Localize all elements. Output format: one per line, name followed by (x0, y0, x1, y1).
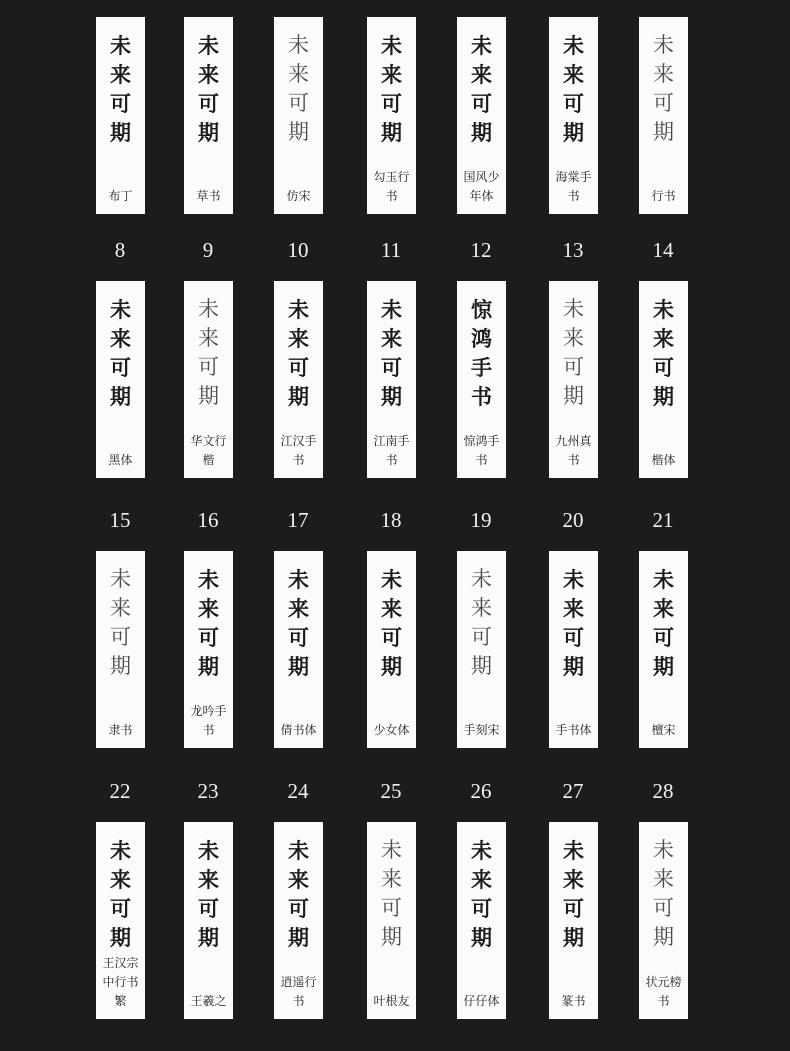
sample-character: 来 (198, 867, 219, 892)
font-sample-card (549, 551, 598, 748)
sample-character: 可 (288, 896, 309, 921)
sample-text (549, 31, 598, 147)
font-name-label: 王羲之 (190, 994, 227, 1008)
sample-character: 来 (110, 62, 131, 87)
sample-text (184, 31, 233, 147)
sample-character: 期 (198, 384, 219, 408)
sample-character: 期 (563, 925, 584, 950)
sample-character: 未 (288, 33, 309, 57)
font-sample-card (639, 822, 688, 1019)
font-sample-card (457, 281, 506, 478)
font-sample-card (639, 551, 688, 748)
sample-character: 可 (471, 896, 492, 921)
font-sample-card (549, 822, 598, 1019)
sample-character: 来 (110, 867, 131, 892)
sample-character: 可 (288, 91, 309, 115)
sample-character: 鸿 (471, 326, 492, 351)
sample-text (96, 836, 145, 952)
font-name-label: 隶书 (108, 723, 133, 737)
font-sample-card (96, 281, 145, 478)
sample-character: 可 (288, 625, 309, 650)
sample-character: 来 (381, 326, 402, 351)
sample-character: 期 (381, 654, 402, 679)
font-name-label: 仿宋 (286, 189, 311, 203)
font-number-label: 23 (197, 779, 219, 803)
sample-text (274, 295, 323, 411)
sample-text (549, 295, 598, 411)
font-number-label: 24 (287, 779, 309, 803)
sample-character: 未 (110, 567, 131, 591)
sample-text (184, 565, 233, 681)
font-sample-card (639, 281, 688, 478)
sample-text (367, 565, 416, 681)
sample-character: 来 (471, 867, 492, 892)
sample-character: 期 (381, 384, 402, 409)
font-sample-card (274, 281, 323, 478)
font-number-label: 22 (109, 779, 131, 803)
font-number-label: 19 (470, 508, 492, 532)
font-name-label: 龙吟手书 (190, 704, 227, 737)
sample-character: 未 (653, 297, 674, 322)
sample-character: 来 (110, 326, 131, 351)
sample-character: 未 (198, 297, 219, 321)
font-sample-card (184, 822, 233, 1019)
sample-character: 期 (471, 925, 492, 950)
sample-character: 未 (471, 567, 492, 591)
sample-character: 可 (198, 625, 219, 650)
sample-character: 可 (381, 625, 402, 650)
sample-character: 未 (563, 33, 584, 58)
font-sample-card (367, 822, 416, 1019)
sample-character: 可 (563, 355, 584, 379)
font-name-label: 布丁 (108, 189, 133, 203)
font-name-label: 檀宋 (651, 723, 676, 737)
font-sample-card (274, 822, 323, 1019)
sample-character: 期 (288, 120, 309, 144)
sample-character: 期 (288, 925, 309, 950)
sample-character: 未 (563, 838, 584, 863)
sample-text (96, 295, 145, 411)
sample-character: 期 (653, 384, 674, 409)
sample-text (457, 31, 506, 147)
sample-character: 来 (653, 62, 674, 86)
sample-character: 来 (381, 596, 402, 621)
sample-character: 未 (653, 838, 674, 862)
sample-character: 未 (110, 297, 131, 322)
font-number-label: 13 (562, 238, 584, 262)
sample-character: 可 (563, 91, 584, 116)
sample-character: 来 (381, 867, 402, 891)
sample-character: 可 (653, 355, 674, 380)
sample-character: 期 (471, 654, 492, 678)
sample-character: 未 (198, 567, 219, 592)
font-name-label: 江汉手书 (280, 434, 317, 467)
sample-character: 来 (110, 596, 131, 620)
sample-character: 未 (198, 33, 219, 58)
font-sample-card (96, 822, 145, 1019)
font-name-label: 勾玉行书 (373, 170, 410, 203)
sample-character: 期 (198, 925, 219, 950)
font-name-label: 江南手书 (373, 434, 410, 467)
font-sample-card (549, 17, 598, 214)
font-number-label: 20 (562, 508, 584, 532)
font-number-label: 25 (380, 779, 402, 803)
sample-character: 来 (288, 326, 309, 351)
sample-character: 来 (198, 62, 219, 87)
font-sample-card (549, 281, 598, 478)
font-name-label: 楷体 (651, 453, 676, 467)
sample-character: 可 (198, 91, 219, 116)
sample-character: 可 (471, 625, 492, 649)
sample-character: 来 (563, 596, 584, 621)
sample-text (457, 836, 506, 952)
sample-character: 期 (110, 120, 131, 145)
sample-character: 来 (471, 596, 492, 620)
sample-character: 未 (563, 297, 584, 321)
font-number-label: 26 (470, 779, 492, 803)
sample-character: 可 (110, 896, 131, 921)
sample-character: 未 (653, 567, 674, 592)
sample-character: 来 (653, 326, 674, 351)
font-sample-card (367, 551, 416, 748)
font-name-label: 王汉宗中行书繁 (102, 956, 139, 1008)
font-sample-card (274, 17, 323, 214)
sample-character: 期 (288, 384, 309, 409)
font-name-label: 仔仔体 (463, 994, 500, 1008)
sample-character: 来 (288, 596, 309, 621)
sample-character: 期 (381, 925, 402, 949)
sample-character: 期 (471, 120, 492, 145)
sample-text (549, 565, 598, 681)
sample-character: 未 (381, 33, 402, 58)
font-name-label: 黑体 (108, 453, 133, 467)
sample-text (367, 295, 416, 411)
font-name-label: 倩书体 (280, 723, 317, 737)
sample-text (639, 565, 688, 681)
sample-character: 期 (198, 654, 219, 679)
sample-character: 未 (471, 33, 492, 58)
font-name-label: 行书 (651, 189, 676, 203)
font-sample-card (274, 551, 323, 748)
font-name-label: 手刻宋 (463, 723, 500, 737)
font-number-label: 15 (109, 508, 131, 532)
sample-character: 可 (381, 896, 402, 920)
sample-text (457, 295, 506, 411)
sample-character: 期 (563, 384, 584, 408)
font-sample-card (184, 281, 233, 478)
sample-character: 未 (563, 567, 584, 592)
sample-character: 可 (198, 896, 219, 921)
sample-text (274, 565, 323, 681)
sample-character: 可 (563, 625, 584, 650)
sample-character: 未 (471, 838, 492, 863)
font-sample-card (184, 17, 233, 214)
font-name-label: 逍遥行书 (280, 975, 317, 1008)
font-name-label: 国风少年体 (463, 170, 500, 203)
sample-character: 可 (110, 355, 131, 380)
sample-character: 可 (471, 91, 492, 116)
font-number-label: 10 (287, 238, 309, 262)
sample-character: 未 (288, 567, 309, 592)
sample-text (639, 31, 688, 147)
font-number-label: 14 (652, 238, 674, 262)
sample-character: 可 (653, 91, 674, 115)
sample-text (96, 31, 145, 147)
sample-character: 期 (110, 925, 131, 950)
sample-character: 期 (563, 654, 584, 679)
font-sample-card (96, 551, 145, 748)
sample-character: 期 (563, 120, 584, 145)
sample-character: 未 (653, 33, 674, 57)
sample-text (96, 565, 145, 681)
sample-character: 期 (653, 120, 674, 144)
sample-character: 期 (110, 654, 131, 678)
sample-text (367, 836, 416, 952)
font-sample-card (639, 17, 688, 214)
sample-character: 来 (563, 867, 584, 892)
font-name-label: 叶根友 (373, 994, 410, 1008)
sample-character: 期 (288, 654, 309, 679)
font-name-label: 手书体 (555, 723, 592, 737)
sample-character: 来 (288, 62, 309, 86)
sample-text (457, 565, 506, 681)
sample-character: 可 (381, 355, 402, 380)
sample-character: 可 (563, 896, 584, 921)
font-number-label: 17 (287, 508, 309, 532)
sample-character: 来 (288, 867, 309, 892)
sample-character: 来 (198, 326, 219, 350)
sample-text (367, 31, 416, 147)
font-name-label: 篆书 (561, 994, 586, 1008)
sample-character: 来 (563, 62, 584, 87)
sample-character: 未 (381, 297, 402, 322)
font-sample-card (367, 281, 416, 478)
font-number-label: 12 (470, 238, 492, 262)
sample-character: 可 (110, 625, 131, 649)
font-sample-card (457, 17, 506, 214)
font-sample-card (184, 551, 233, 748)
font-sample-card (96, 17, 145, 214)
sample-character: 来 (653, 867, 674, 891)
font-sample-card (367, 17, 416, 214)
sample-character: 期 (110, 384, 131, 409)
sample-character: 未 (381, 567, 402, 592)
sample-character: 来 (381, 62, 402, 87)
sample-text (184, 836, 233, 952)
sample-character: 未 (288, 297, 309, 322)
sample-character: 未 (381, 838, 402, 862)
sample-text (549, 836, 598, 952)
font-name-label: 海棠手书 (555, 170, 592, 203)
sample-character: 可 (198, 355, 219, 379)
sample-character: 未 (288, 838, 309, 863)
sample-character: 可 (653, 896, 674, 920)
sample-character: 期 (653, 654, 674, 679)
font-name-label: 惊鸿手书 (463, 434, 500, 467)
sample-character: 可 (653, 625, 674, 650)
sample-character: 来 (653, 596, 674, 621)
sample-character: 来 (471, 62, 492, 87)
font-name-label: 华文行楷 (190, 434, 227, 467)
font-name-label: 状元榜书 (645, 975, 682, 1008)
font-number-label: 16 (197, 508, 219, 532)
sample-text (639, 836, 688, 952)
sample-character: 未 (198, 838, 219, 863)
font-number-label: 27 (562, 779, 584, 803)
sample-character: 可 (288, 355, 309, 380)
sample-character: 来 (198, 596, 219, 621)
font-number-label: 18 (380, 508, 402, 532)
font-number-label: 11 (380, 238, 402, 262)
font-name-label: 草书 (196, 189, 221, 203)
sample-text (274, 31, 323, 147)
sample-text (639, 295, 688, 411)
sample-character: 期 (653, 925, 674, 949)
font-name-label: 少女体 (373, 723, 410, 737)
sample-character: 惊 (471, 297, 492, 322)
sample-character: 期 (198, 120, 219, 145)
sample-text (274, 836, 323, 952)
font-number-label: 28 (652, 779, 674, 803)
sample-character: 书 (471, 384, 492, 409)
font-number-label: 21 (652, 508, 674, 532)
font-number-label: 8 (114, 238, 126, 262)
sample-character: 可 (381, 91, 402, 116)
sample-character: 来 (563, 326, 584, 350)
font-sample-card (457, 822, 506, 1019)
sample-character: 手 (471, 355, 492, 380)
sample-text (184, 295, 233, 411)
font-sample-card (457, 551, 506, 748)
sample-character: 期 (381, 120, 402, 145)
sample-character: 可 (110, 91, 131, 116)
font-number-label: 9 (202, 238, 214, 262)
font-name-label: 九州真书 (555, 434, 592, 467)
sample-character: 未 (110, 838, 131, 863)
sample-character: 未 (110, 33, 131, 58)
